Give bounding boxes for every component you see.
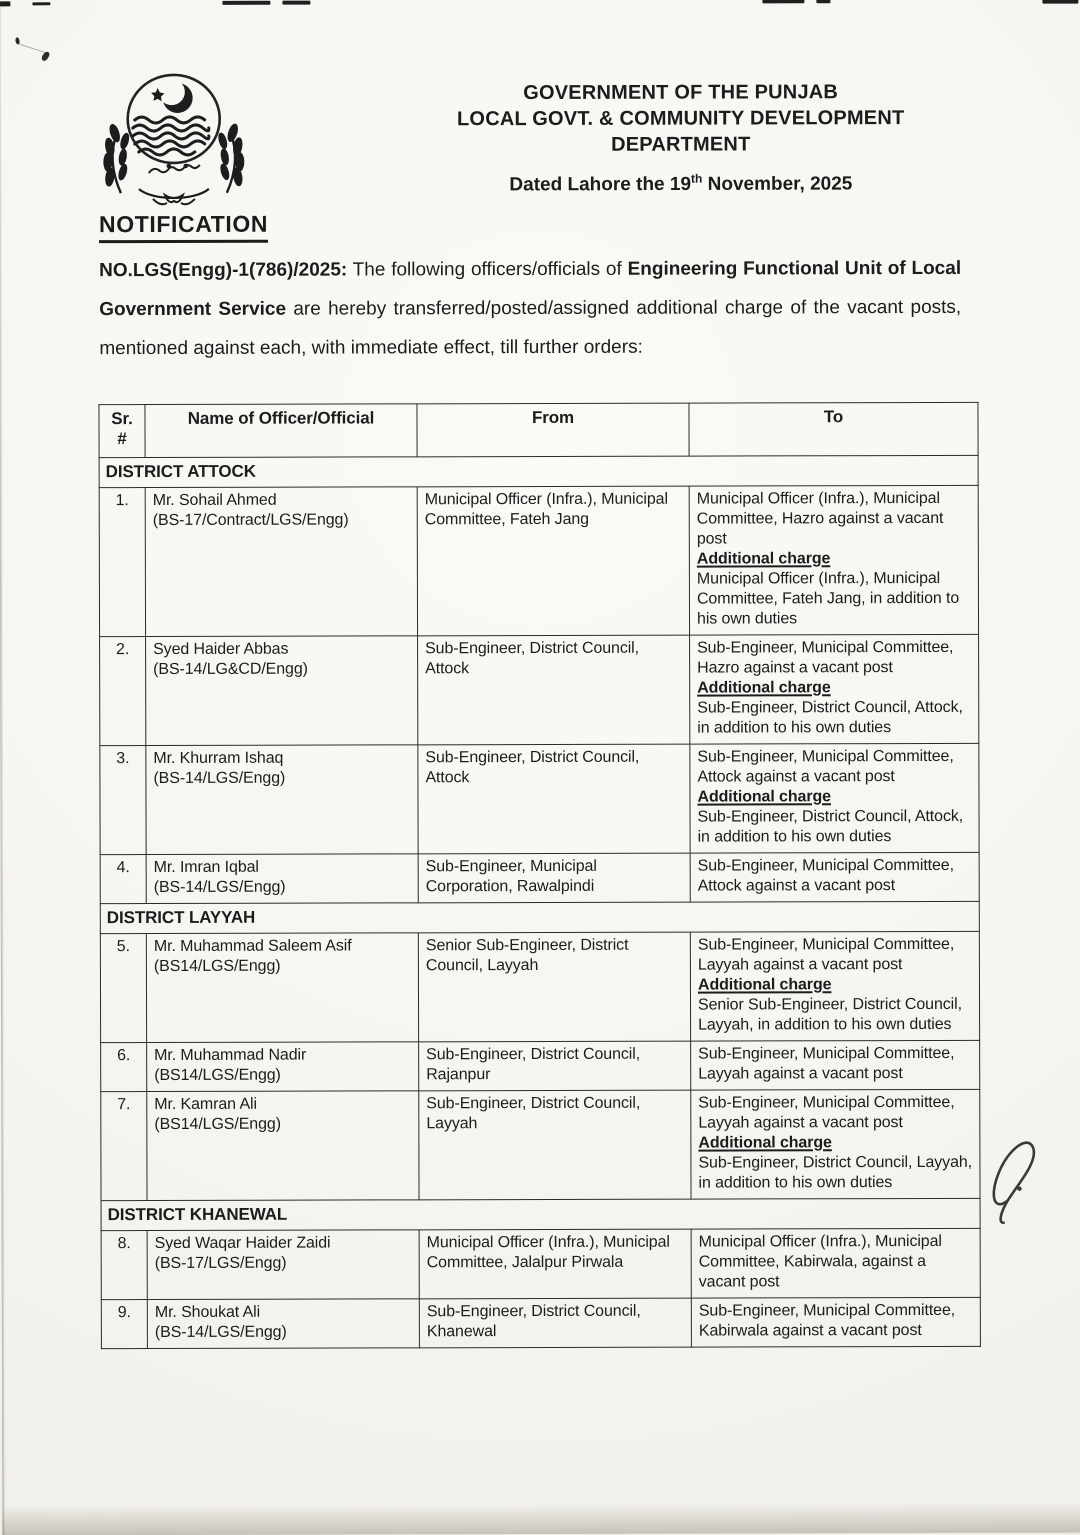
additional-charge-text: Sub-Engineer, District Council, Attock, in addition to his own duties <box>697 698 963 737</box>
additional-charge-text: Municipal Officer (Infra.), Municipal Committee, Fateh Jang, in addition to his own duties <box>696 569 960 628</box>
from-post-cell: Sub-Engineer, Municipal Corporation, Rawalpindi <box>418 853 690 903</box>
to-post-text: Sub-Engineer, Municipal Committee, Hazro against a vacant post <box>697 638 954 677</box>
serial-number-cell: 5. <box>100 934 146 1043</box>
scan-artifact <box>1042 0 1078 4</box>
date-text: Dated Lahore the 19 <box>509 173 692 196</box>
header-sr-line2: # <box>117 429 127 449</box>
scan-artifact <box>816 0 830 3</box>
from-post-cell: Municipal Officer (Infra.), Municipal Committee, Fateh Jang <box>417 486 689 636</box>
to-post-cell <box>690 634 979 744</box>
officer-grade: (BS-14/LGS/Engg) <box>153 769 286 788</box>
table-row <box>99 485 978 636</box>
to-post-cell <box>689 485 978 635</box>
reference-number: NO.LGS(Engg)-1(786)/2025: <box>99 259 348 282</box>
officer-name-cell <box>146 745 418 855</box>
to-post-cell <box>691 1089 980 1199</box>
serial-number-cell: 9. <box>101 1300 147 1349</box>
to-post-text: Sub-Engineer, Municipal Committee, Kabirwala against a vacant post <box>698 1301 956 1340</box>
additional-charge-text: Sub-Engineer, District Council, Attock, in addition to his own duties <box>697 807 964 846</box>
scan-bottom-shadow <box>2 1503 1080 1535</box>
from-post-cell: Senior Sub-Engineer, District Council, Layyah <box>418 932 690 1042</box>
officer-grade: (BS-17/LGS/Engg) <box>154 1254 287 1273</box>
officer-name: Mr. Sohail Ahmed <box>152 491 277 510</box>
table-row <box>101 1040 980 1091</box>
scan-artifact <box>762 0 804 3</box>
notification-heading: NOTIFICATION <box>99 211 268 243</box>
header-from: From <box>417 403 689 457</box>
officer-grade: (BS-17/Contract/LGS/Engg) <box>152 511 349 530</box>
intro-text-2: are hereby transferred/posted/assigned additional charge of the vacant posts, mentioned against each, with immediate effect, till further orders: <box>99 296 962 360</box>
to-post-text: Sub-Engineer, Municipal Committee, Attock against a vacant post <box>697 856 954 895</box>
header-to: To <box>689 402 978 456</box>
officer-name: Mr. Imran Iqbal <box>153 858 259 877</box>
additional-charge-heading: Additional charge <box>696 550 831 568</box>
header-name: Name of Officer/Official <box>145 404 417 458</box>
to-post-cell <box>691 1040 980 1090</box>
district-section-label: DISTRICT ATTOCK <box>99 455 978 487</box>
district-section-label: DISTRICT LAYYAH <box>100 901 979 933</box>
punjab-government-emblem-logo <box>83 67 265 213</box>
serial-number-cell: 1. <box>99 488 145 637</box>
table-row <box>100 634 979 745</box>
scan-artifact <box>282 1 310 5</box>
officer-name-cell <box>147 1091 419 1201</box>
intro-paragraph <box>99 249 961 368</box>
to-post-text: Sub-Engineer, Municipal Committee, Layyah against a vacant post <box>698 1044 955 1083</box>
officer-name: Mr. Kamran Ali <box>154 1095 257 1114</box>
from-post-cell: Sub-Engineer, District Council, Rajanpur <box>419 1041 691 1091</box>
table-row <box>100 931 979 1042</box>
to-post-cell <box>690 852 979 902</box>
additional-charge-heading: Additional charge <box>697 679 831 697</box>
from-post-cell: Sub-Engineer, District Council, Attock <box>418 744 690 854</box>
header-sr <box>99 405 145 458</box>
to-post-cell <box>690 743 979 853</box>
header-sr-line1: Sr. <box>111 409 133 429</box>
to-post-text: Sub-Engineer, Municipal Committee, Layyah against a vacant post <box>698 1093 955 1132</box>
district-section-row <box>101 1198 980 1230</box>
officer-grade: (BS-14/LGS/Engg) <box>154 1323 287 1342</box>
officer-name: Mr. Muhammad Saleem Asif <box>153 937 352 956</box>
to-post-text: Municipal Officer (Infra.), Municipal Committee, Kabirwala, against a vacant post <box>698 1232 942 1291</box>
officer-grade: (BS-14/LGS/Engg) <box>153 878 286 897</box>
officer-grade: (BS14/LGS/Engg) <box>153 957 281 976</box>
scan-artifact <box>32 2 50 5</box>
transfer-table-body <box>99 455 980 1348</box>
serial-number-cell: 4. <box>100 855 146 904</box>
table-row <box>100 852 979 903</box>
date-line <box>407 171 955 197</box>
to-post-text: Sub-Engineer, Municipal Committee, Layyah against a vacant post <box>697 935 955 974</box>
officer-grade: (BS-14/LG&CD/Engg) <box>153 660 308 679</box>
serial-number-cell: 6. <box>101 1043 147 1092</box>
department-header <box>407 79 955 158</box>
scan-artifact <box>0 1 10 6</box>
additional-charge-text: Senior Sub-Engineer, District Council, Layyah, in addition to his own duties <box>698 995 962 1034</box>
officer-name-cell <box>145 487 417 637</box>
table-row <box>101 1228 980 1299</box>
from-post-cell: Sub-Engineer, District Council, Attock <box>418 635 690 745</box>
date-text-suffix: November, 2025 <box>702 173 853 195</box>
table-row <box>101 1297 980 1348</box>
header-line-1: GOVERNMENT OF THE PUNJAB <box>523 81 839 105</box>
officer-name-cell <box>146 854 418 904</box>
officer-name: Mr. Khurram Ishaq <box>153 749 284 768</box>
officer-name-cell <box>146 933 418 1043</box>
from-post-cell: Sub-Engineer, District Council, Khanewal <box>419 1298 691 1348</box>
additional-charge-heading: Additional charge <box>698 1134 832 1152</box>
handwritten-initial-signature <box>977 1127 1041 1247</box>
officer-name: Mr. Muhammad Nadir <box>154 1046 307 1065</box>
intro-text: The following officers/officials of <box>347 258 628 281</box>
officer-name: Mr. Shoukat Ali <box>154 1303 261 1322</box>
serial-number-cell: 8. <box>101 1231 147 1300</box>
to-post-cell <box>691 1228 980 1298</box>
scan-artifact <box>222 1 270 5</box>
officer-grade: (BS14/LGS/Engg) <box>154 1066 281 1085</box>
officer-name-cell <box>147 1042 419 1092</box>
serial-number-cell: 3. <box>100 746 146 855</box>
officer-name-cell <box>147 1230 419 1300</box>
date-ordinal: th <box>690 171 703 186</box>
officer-name-cell <box>147 1299 419 1349</box>
intro-bold-phrase: Engineering Functional Unit of Local Government Service <box>99 257 962 321</box>
serial-number-cell: 2. <box>100 637 146 746</box>
to-post-cell <box>691 1297 980 1347</box>
header-line-2: LOCAL GOVT. & COMMUNITY DEVELOPMENT <box>456 107 905 131</box>
to-post-text: Municipal Officer (Infra.), Municipal Committee, Hazro against a vacant post <box>696 489 944 548</box>
table-header-row <box>99 402 978 457</box>
header-line-3: DEPARTMENT <box>611 133 751 156</box>
district-section-row <box>100 901 979 933</box>
ink-mark <box>18 43 47 53</box>
officer-name-cell <box>146 636 418 746</box>
district-section-label: DISTRICT KHANEWAL <box>101 1198 980 1230</box>
to-post-cell <box>690 931 979 1041</box>
from-post-cell: Sub-Engineer, District Council, Layyah <box>419 1090 691 1200</box>
additional-charge-heading: Additional charge <box>697 976 832 994</box>
officer-name: Syed Haider Abbas <box>153 640 289 659</box>
from-post-cell: Municipal Officer (Infra.), Municipal Committee, Jalalpur Pirwala <box>419 1229 691 1299</box>
table-row <box>100 743 979 854</box>
additional-charge-heading: Additional charge <box>697 788 831 806</box>
officer-name: Syed Waqar Haider Zaidi <box>154 1234 331 1253</box>
transfer-table <box>98 402 980 1349</box>
officer-grade: (BS14/LGS/Engg) <box>154 1115 281 1134</box>
serial-number-cell: 7. <box>101 1092 147 1201</box>
additional-charge-text: Sub-Engineer, District Council, Layyah, in addition to his own duties <box>698 1153 973 1192</box>
scan-edge-shadow <box>0 1 5 1535</box>
district-section-row <box>99 455 978 487</box>
to-post-text: Sub-Engineer, Municipal Committee, Attock against a vacant post <box>697 747 954 786</box>
table-row <box>101 1089 980 1200</box>
